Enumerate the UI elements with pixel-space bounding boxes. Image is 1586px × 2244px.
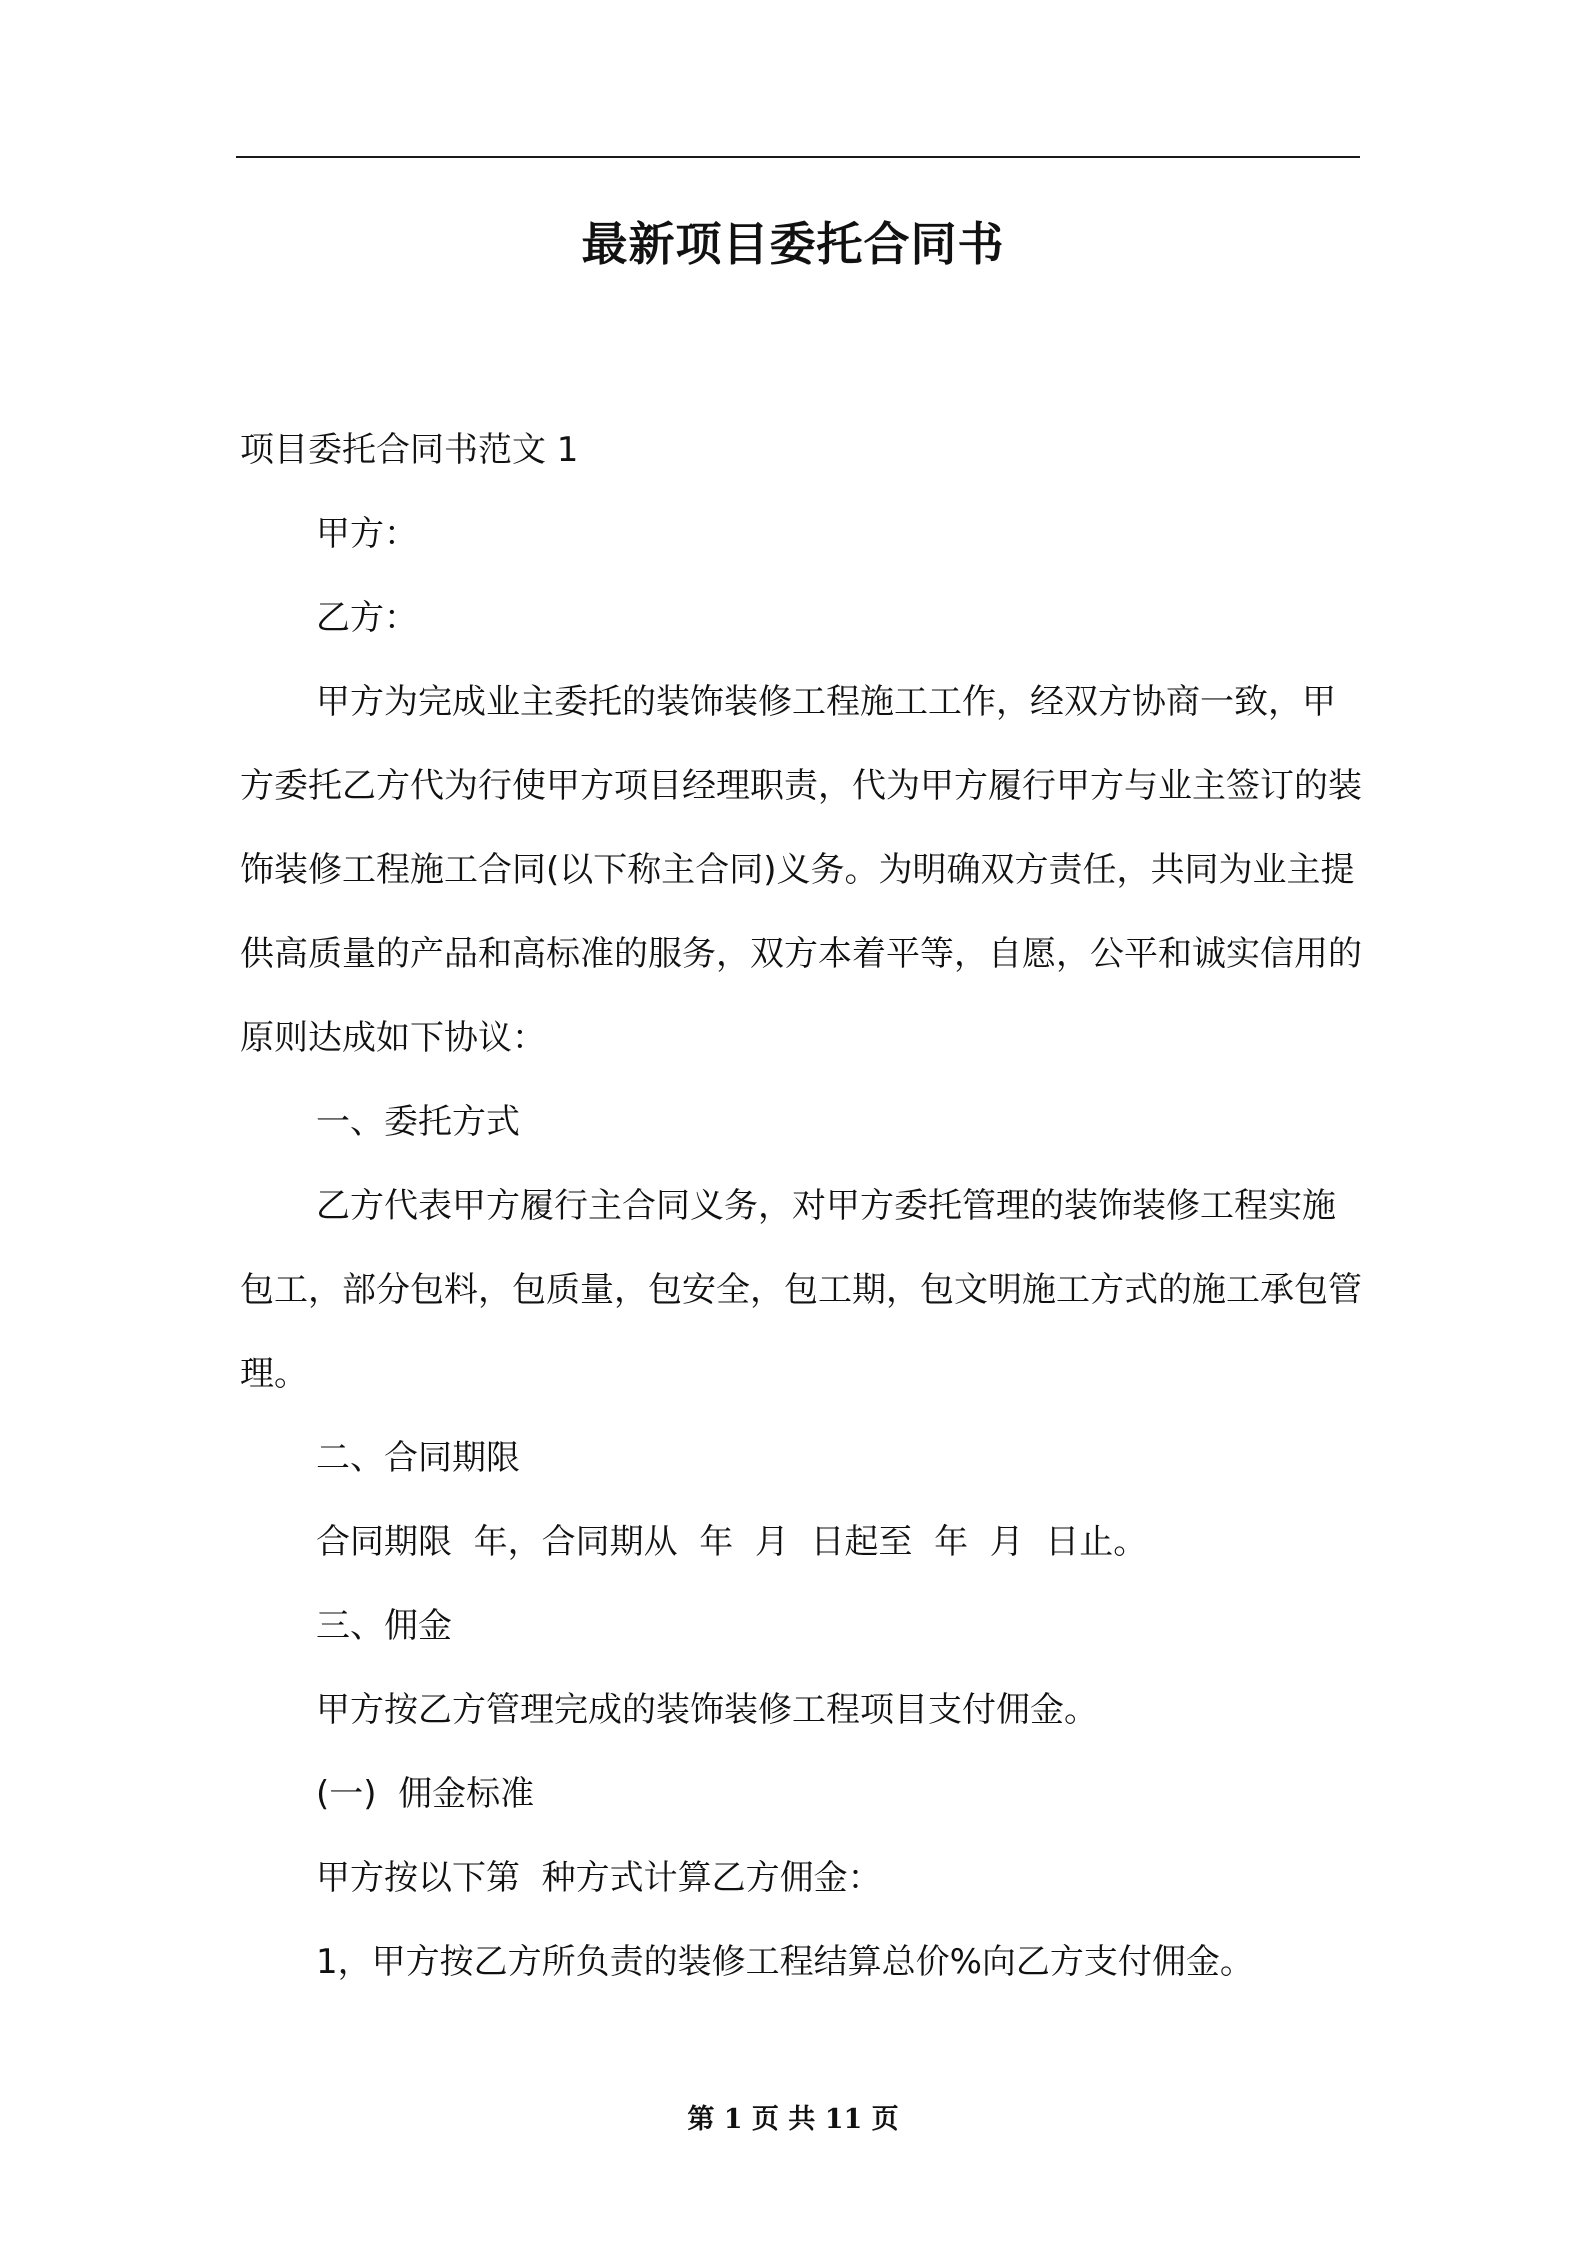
subsection-heading: (一) 佣金标准: [316, 1774, 535, 1814]
section-heading: 一、委托方式: [316, 1102, 520, 1142]
paragraph: 甲方：: [316, 514, 418, 554]
paragraph: 甲方为完成业主委托的装饰装修工程施工工作，经双方协商一致，甲方委托乙方代为行使甲方项目经理职责，代为甲方履行甲方与业主签订的装饰装修工程施工合同(以下称主合同)义务。为明确双方责任，共同为业主提供高质量的产品和高标准的服务，双方本着平等，自愿，公平和诚实信用的原则达成如下协议：: [240, 682, 1362, 1058]
paragraph: 合同期限 年，合同期从 年 月 日起至 年 月 日止。: [316, 1522, 1148, 1562]
section-heading: 三、佣金: [316, 1606, 452, 1646]
paragraph: 1，甲方按乙方所负责的装修工程结算总价%向乙方支付佣金。: [316, 1942, 1254, 1982]
page-number-footer: 第 1 页 共 11 页: [687, 2104, 899, 2135]
paragraph: 甲方按乙方管理完成的装饰装修工程项目支付佣金。: [316, 1690, 1098, 1730]
document-body: [240, 408, 1364, 2004]
document-title: 最新项目委托合同书: [581, 217, 1005, 271]
header-rule: [236, 156, 1360, 158]
paragraph: 乙方代表甲方履行主合同义务，对甲方委托管理的装饰装修工程实施包工，部分包料，包质量，包安全，包工期，包文明施工方式的施工承包管理。: [240, 1186, 1362, 1394]
paragraph: 项目委托合同书范文 1: [240, 430, 579, 470]
paragraph: 乙方：: [316, 598, 418, 638]
paragraph: 甲方按以下第 种方式计算乙方佣金：: [316, 1858, 882, 1898]
section-heading: 二、合同期限: [316, 1438, 520, 1478]
